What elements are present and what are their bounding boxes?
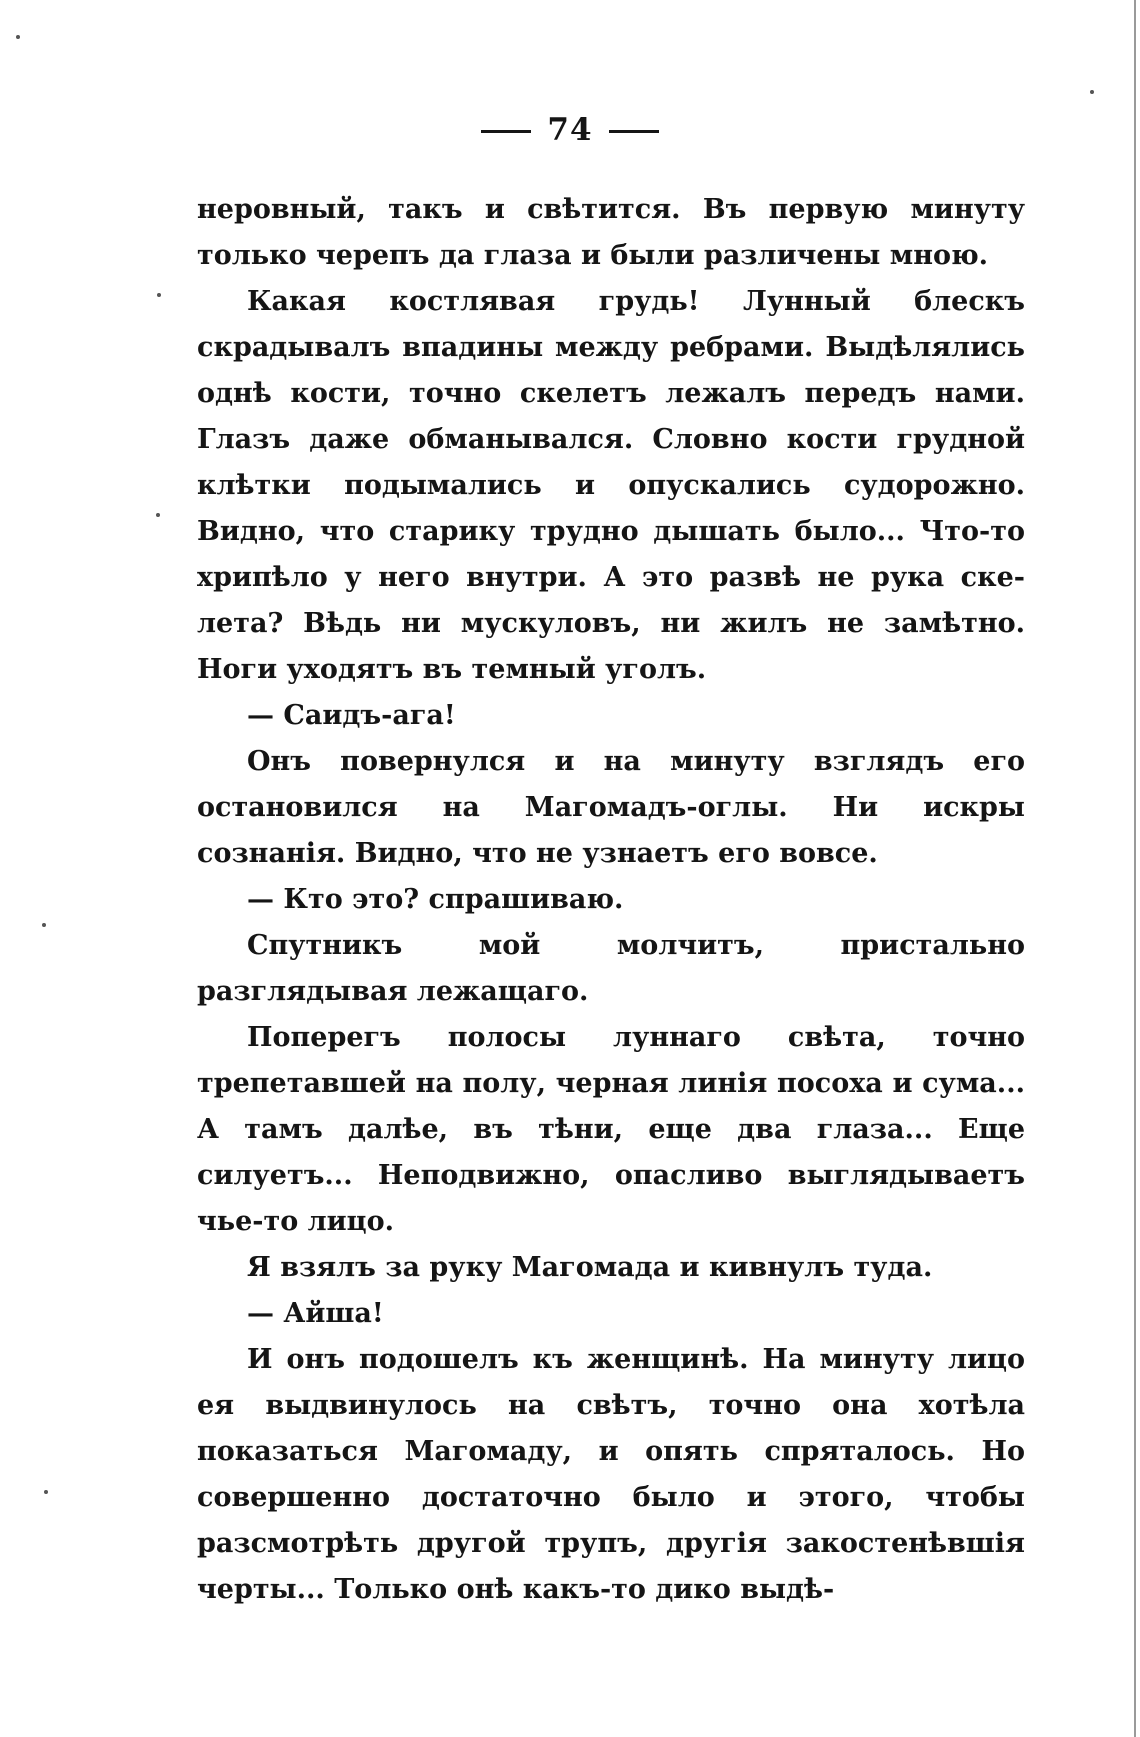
paragraph-1: неровный, такъ и свѣтится. Въ первую минуту только черепъ да глаза и были различены мною. <box>197 194 1025 271</box>
print-speck <box>44 1490 48 1494</box>
page-number-dash-left <box>481 130 531 133</box>
paragraph-5: Поперегъ полосы луннаго свѣта, точно трепетавшей на полу, черная линія посоха и сума... А тамъ далѣе, въ тѣни, еще два глаза... Еще силуетъ... Неподвижно, опасливо выглядываетъ чье-то лицо. <box>197 1022 1025 1237</box>
paragraph-3: Онъ повернулся и на минуту взглядъ его остановился на Магомадъ-оглы. Ни искры сознанія. Видно, что не узнаетъ его вовсе. <box>197 746 1025 869</box>
dialogue-line-1: — Саидъ-ага! <box>247 700 456 731</box>
dialogue-line-3: — Айша! <box>247 1298 384 1329</box>
paragraph-7: И онъ подошелъ къ женщинѣ. На минуту лицо ея выдвинулось на свѣтъ, точно она хотѣла показаться Магомаду, и опять спряталось. Но совершенно достаточно было и этого, чтобы разсмотрѣть другой трупъ, другія закостенѣвшія черты... Только онѣ какъ-то дико выдѣ- <box>197 1344 1025 1605</box>
page-edge-shadow <box>1134 0 1136 1737</box>
paragraph-2: Какая костлявая грудь! Лунный блескъ скрадывалъ впадины между ребрами. Выдѣлялись однѣ кости, точно скелетъ лежалъ передъ нами. Глазъ даже обманывался. Словно кости грудной клѣтки подымались и опускались судорожно. Видно, что старику трудно дышать было... Что-то хрипѣло у него внутри. А это развѣ не рука скелета? Вѣдь ни мускуловъ, ни жилъ не замѣтно. Ноги уходятъ въ темный уголъ. <box>197 286 1025 685</box>
print-speck <box>42 923 46 927</box>
print-speck <box>157 293 161 297</box>
print-speck <box>156 513 160 517</box>
paragraph-6: Я взялъ за руку Магомада и кивнулъ туда. <box>247 1252 933 1283</box>
page-number-value: 74 <box>547 112 593 148</box>
body-text <box>197 187 1025 1613</box>
print-speck <box>16 35 20 39</box>
paragraph-4: Спутникъ мой молчитъ, пристально разглядывая лежащаго. <box>197 930 1025 1007</box>
page-number-dash-right <box>609 130 659 133</box>
page-number <box>0 112 1140 148</box>
print-speck <box>1090 90 1094 94</box>
dialogue-line-2: — Кто это? спрашиваю. <box>247 884 624 915</box>
